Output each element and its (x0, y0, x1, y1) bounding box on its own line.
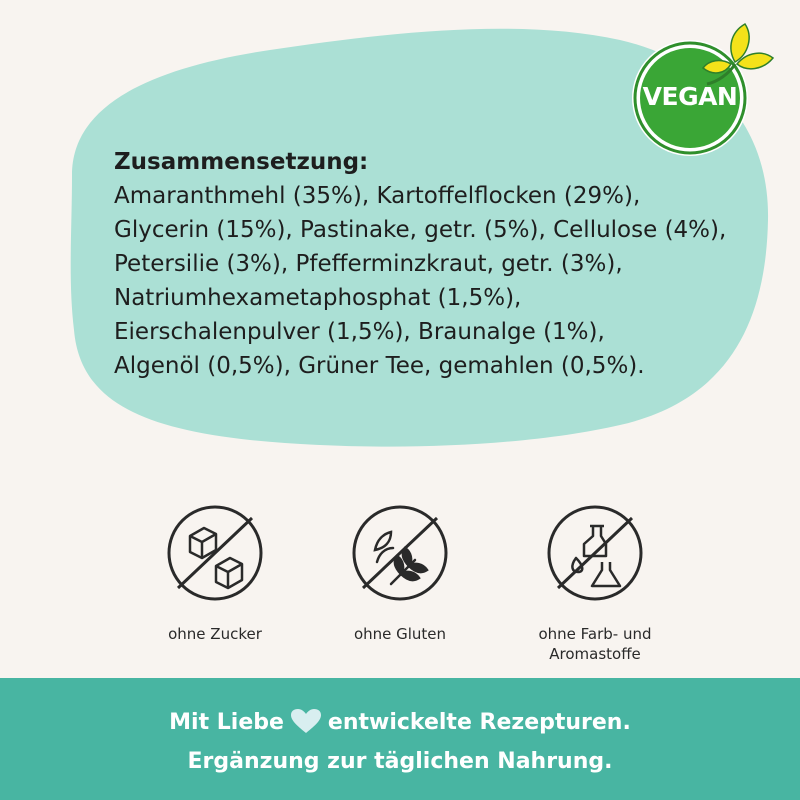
footer-line1 (0, 708, 800, 738)
no-gluten-icon (345, 500, 455, 606)
footer-text: entwickelte Rezepturen. (327, 710, 631, 735)
heart-icon (290, 708, 322, 734)
vegan-label: VEGAN (642, 82, 738, 111)
feature-no-gluten (315, 500, 485, 644)
footer-banner (0, 678, 800, 800)
no-sugar-icon (160, 500, 270, 606)
feature-label: Aromastoffe (549, 645, 641, 663)
composition-line: Natriumhexametaphosphat (1,5%), (114, 285, 522, 311)
composition-line: Petersilie (3%), Pfefferminzkraut, getr. (3%), (114, 251, 623, 277)
composition-line: Amaranthmehl (35%), Kartoffelflocken (29%), (114, 183, 641, 209)
feature-no-colorings (510, 500, 680, 664)
composition-line: Eierschalenpulver (1,5%), Braunalge (1%), (114, 319, 605, 345)
feature-label: ohne Gluten (353, 625, 447, 643)
feature-label: ohne Zucker (168, 625, 262, 643)
no-colorings-icon (540, 500, 650, 606)
footer-line2: Ergänzung zur täglichen Nahrung. (187, 749, 613, 774)
composition-line: Glycerin (15%), Pastinake, getr. (5%), Cellulose (4%), (114, 217, 727, 243)
feature-no-sugar (130, 500, 300, 644)
composition-line: Algenöl (0,5%), Grüner Tee, gemahlen (0,5%). (114, 353, 645, 379)
composition-section (114, 145, 754, 383)
feature-label: ohne Farb- und (538, 625, 652, 643)
composition-title: Zusammensetzung: (114, 149, 369, 175)
footer-text: Mit Liebe (169, 710, 284, 735)
